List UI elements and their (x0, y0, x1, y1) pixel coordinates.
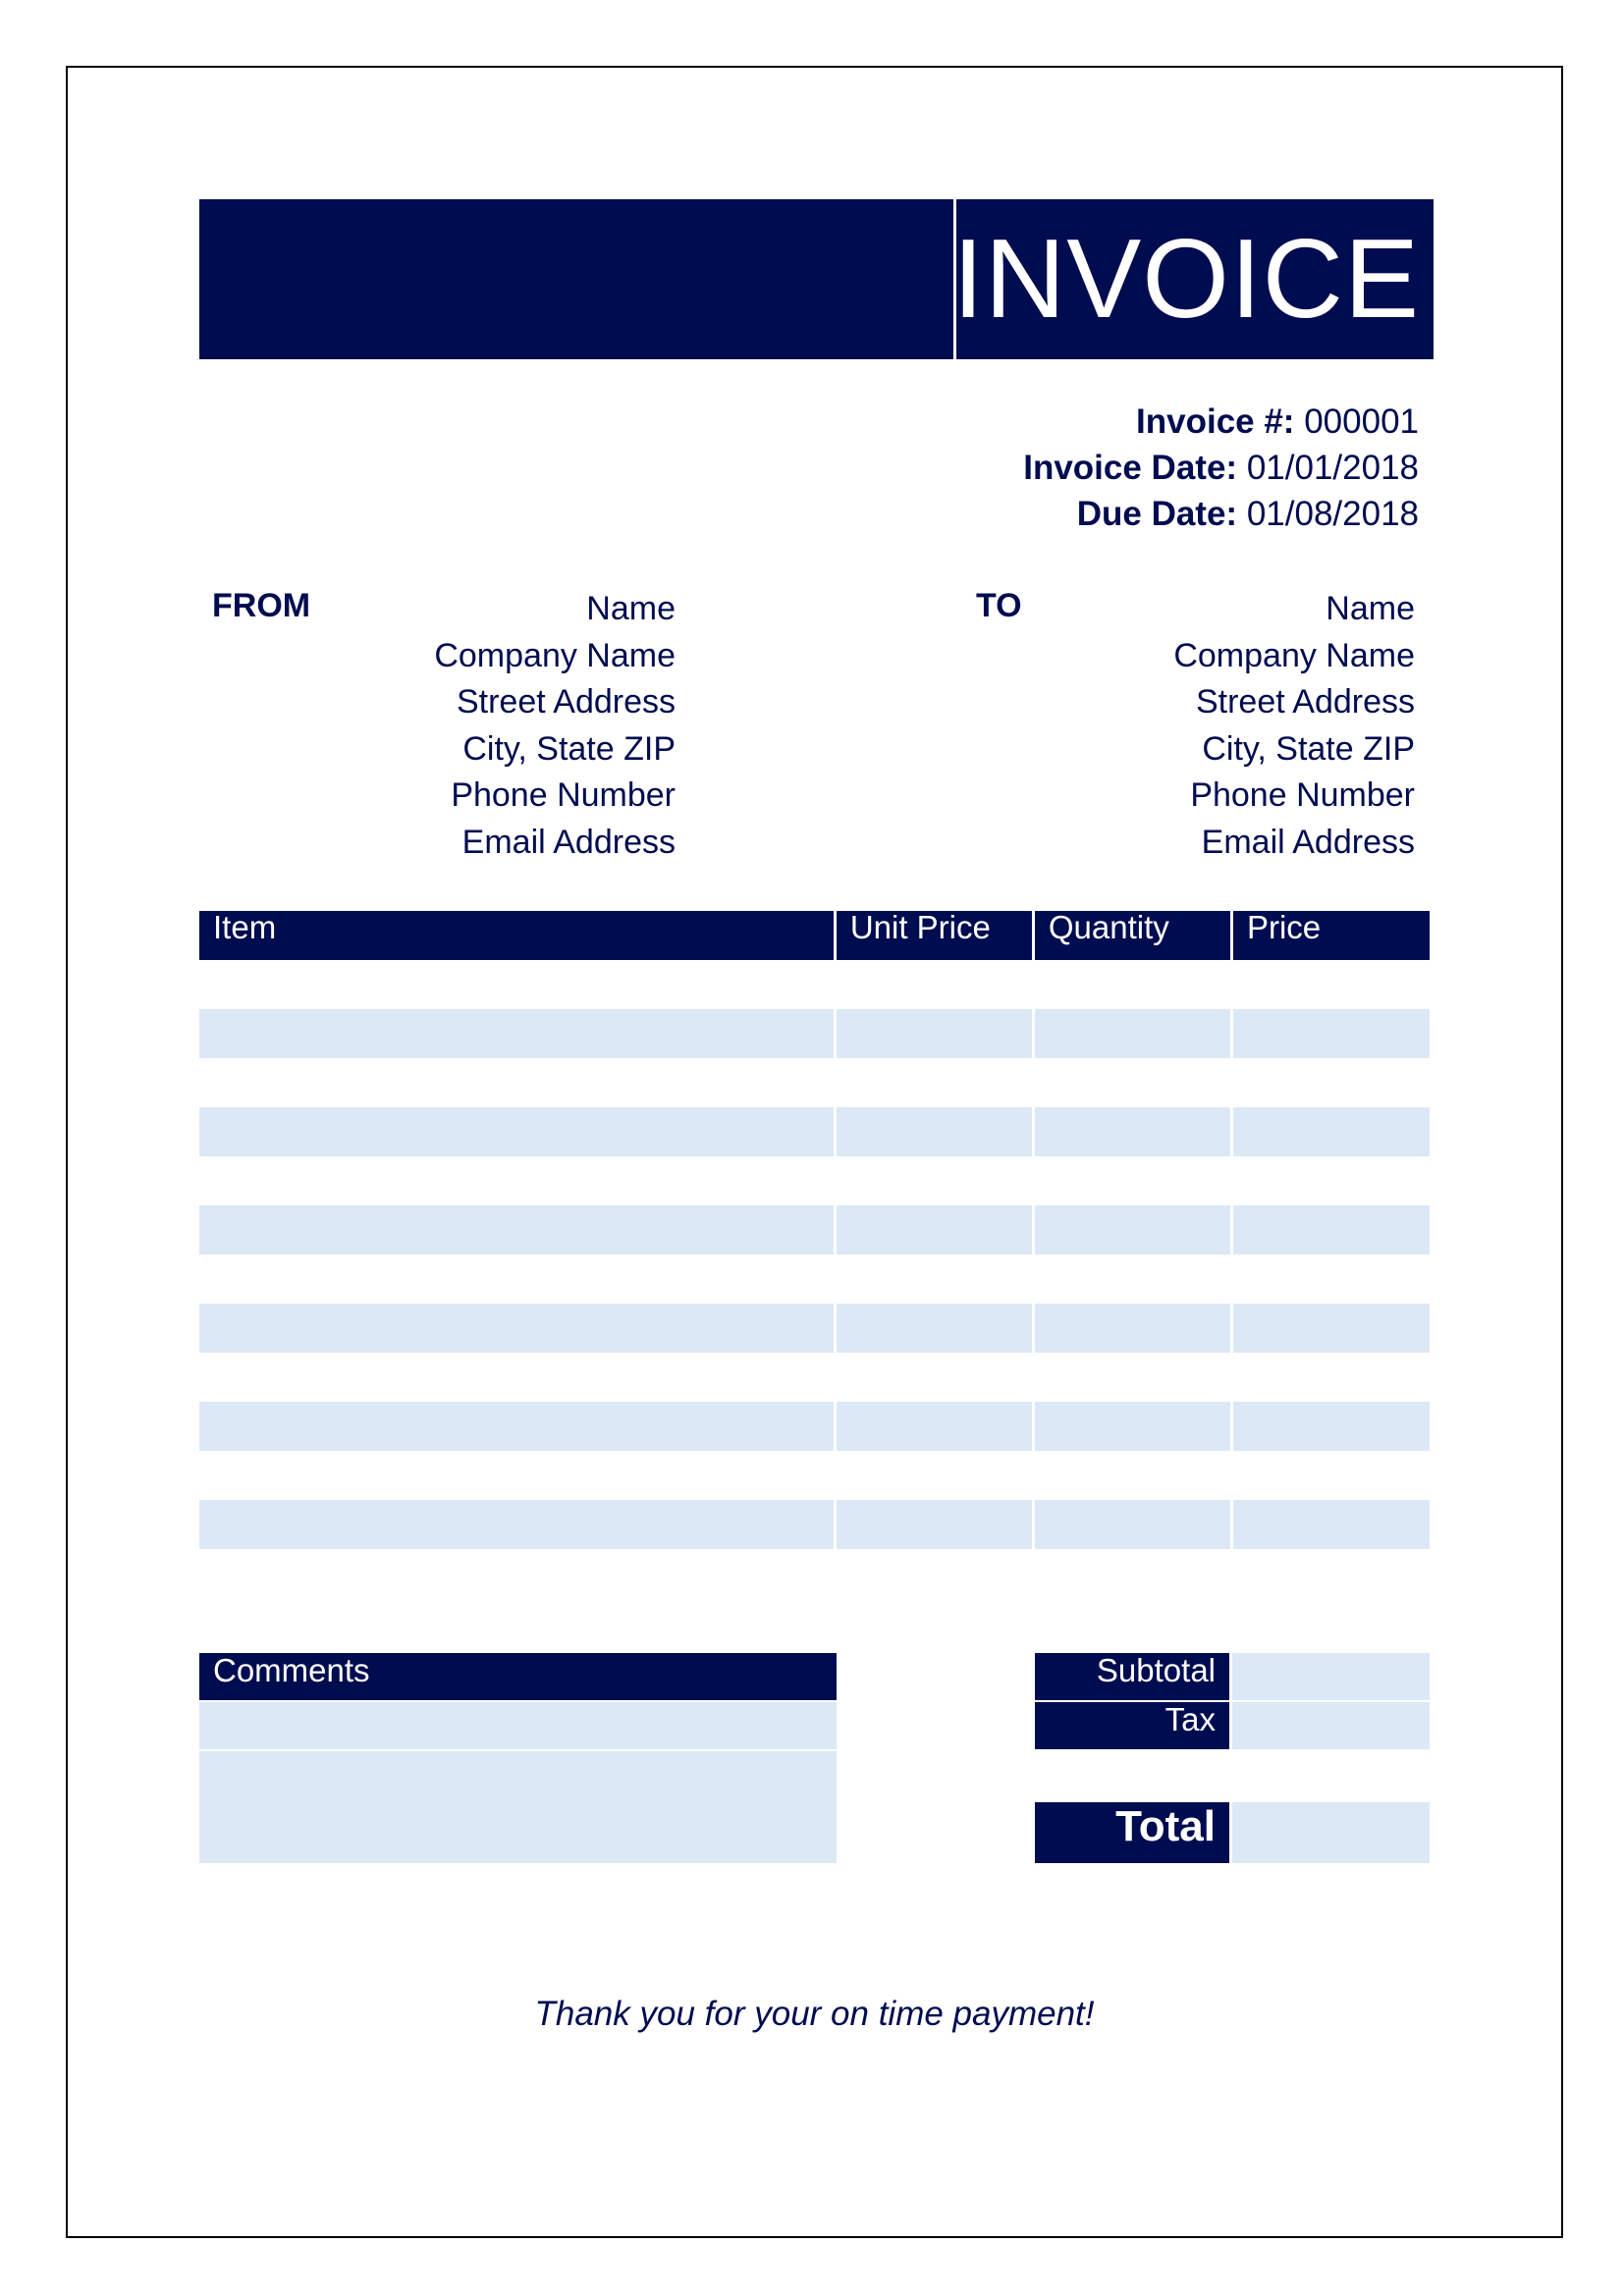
table-row[interactable] (199, 1500, 1430, 1549)
due-date-value: 01/08/2018 (1246, 495, 1419, 533)
item-cell[interactable] (199, 1500, 834, 1549)
invoice-number-value: 000001 (1304, 402, 1419, 441)
from-email: Email Address (461, 823, 676, 861)
header-banner-left (199, 199, 953, 359)
to-company: Company Name (1173, 636, 1415, 674)
column-header-quantity: Quantity (1035, 911, 1230, 960)
item-cell[interactable] (199, 1107, 834, 1156)
invoice-date-label: Invoice Date: (1023, 449, 1238, 487)
price-cell[interactable] (1233, 1107, 1430, 1156)
from-name: Name (586, 590, 676, 627)
invoice-number-label: Invoice #: (1136, 402, 1295, 441)
unit-price-cell[interactable] (837, 1304, 1032, 1353)
table-row[interactable] (199, 1353, 1430, 1402)
unit-price-cell[interactable] (837, 1107, 1032, 1156)
table-row[interactable] (199, 1402, 1430, 1451)
table-row[interactable] (199, 1009, 1430, 1058)
header-banner-right (952, 199, 1434, 359)
quantity-cell[interactable] (1035, 1304, 1230, 1353)
due-date-label: Due Date: (1076, 495, 1238, 533)
unit-price-cell[interactable] (837, 1205, 1032, 1255)
unit-price-cell[interactable] (837, 1402, 1032, 1451)
subtotal-label: Subtotal (1035, 1653, 1229, 1700)
to-heading: TO (976, 587, 1022, 624)
table-row[interactable] (199, 1304, 1430, 1353)
invoice-date-line (884, 449, 1419, 488)
table-row[interactable] (199, 1156, 1430, 1205)
table-row[interactable] (199, 1058, 1430, 1107)
column-header-price: Price (1233, 911, 1430, 960)
price-cell[interactable] (1233, 1402, 1430, 1451)
unit-price-cell[interactable] (837, 1009, 1032, 1058)
from-city: City, State ZIP (462, 729, 676, 768)
from-heading: FROM (212, 587, 311, 624)
items-table-header (199, 911, 1430, 960)
from-company: Company Name (434, 636, 676, 674)
from-street: Street Address (456, 683, 676, 721)
table-row[interactable] (199, 1451, 1430, 1500)
to-street: Street Address (1195, 683, 1415, 721)
column-header-item: Item (199, 911, 834, 960)
items-table (199, 911, 1430, 1549)
table-row[interactable] (199, 960, 1430, 1009)
item-cell[interactable] (199, 1009, 834, 1058)
comments-heading: Comments (199, 1653, 837, 1700)
due-date-line (884, 495, 1419, 534)
price-cell[interactable] (1233, 1009, 1430, 1058)
tax-value-cell[interactable] (1232, 1702, 1430, 1749)
item-cell[interactable] (199, 1304, 834, 1353)
to-phone: Phone Number (1190, 776, 1415, 814)
table-row[interactable] (199, 1107, 1430, 1156)
thank-you-message: Thank you for your on time payment! (534, 1995, 1095, 2033)
from-address (263, 586, 676, 866)
invoice-number-line (884, 402, 1419, 442)
comments-field-line[interactable] (199, 1702, 837, 1749)
invoice-title: INVOICE (952, 216, 1420, 342)
to-name: Name (1326, 590, 1415, 627)
quantity-cell[interactable] (1035, 1500, 1230, 1549)
unit-price-cell[interactable] (837, 1500, 1032, 1549)
quantity-cell[interactable] (1035, 1205, 1230, 1255)
total-value-cell[interactable] (1232, 1802, 1430, 1863)
quantity-cell[interactable] (1035, 1009, 1230, 1058)
quantity-cell[interactable] (1035, 1402, 1230, 1451)
price-cell[interactable] (1233, 1205, 1430, 1255)
from-phone: Phone Number (451, 776, 676, 814)
quantity-cell[interactable] (1035, 1107, 1230, 1156)
to-email: Email Address (1201, 823, 1415, 861)
tax-label: Tax (1035, 1702, 1229, 1749)
subtotal-value-cell[interactable] (1232, 1653, 1430, 1700)
table-row[interactable] (199, 1255, 1430, 1304)
invoice-date-value: 01/01/2018 (1246, 449, 1419, 487)
item-cell[interactable] (199, 1205, 834, 1255)
table-row[interactable] (199, 1205, 1430, 1255)
total-label: Total (1035, 1802, 1229, 1863)
item-cell[interactable] (199, 1402, 834, 1451)
comments-field[interactable] (199, 1751, 837, 1863)
to-address (1002, 586, 1415, 866)
price-cell[interactable] (1233, 1500, 1430, 1549)
to-city: City, State ZIP (1202, 729, 1415, 768)
column-header-unit-price: Unit Price (837, 911, 1032, 960)
price-cell[interactable] (1233, 1304, 1430, 1353)
